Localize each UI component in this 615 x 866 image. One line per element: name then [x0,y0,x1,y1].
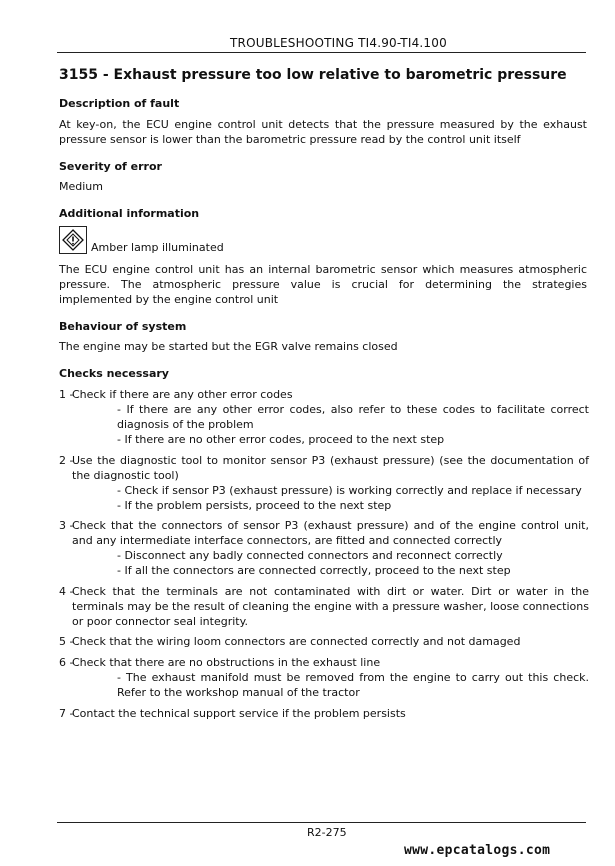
check-step-4 [59,584,589,629]
check-step-7 [59,706,589,721]
description-heading: Description of fault [59,97,180,110]
step-number: 4 - [59,585,74,598]
running-header: TROUBLESHOOTING TI4.90-TI4.100 [230,36,447,50]
check-step-1-sub-2: - If there are no other error codes, proceed to the next step [117,433,445,446]
amber-lamp-text: Amber lamp illuminated [91,241,224,254]
step-text: Check that the wiring loom connectors are connected correctly and not damaged [72,635,521,648]
page-number: R2-275 [307,826,347,839]
step-number: 1 - [59,388,74,401]
step-text: Check that the connectors of sensor P3 (exhaust pressure) and of the engine control unit, and any intermediate interface connectors, are fitted and connected correctly [72,519,589,547]
page-title: 3155 - Exhaust pressure too low relative to barometric pressure [59,67,567,83]
check-step-5 [59,634,589,649]
check-step-1-sub-1: - If there are any other error codes, also refer to these codes to facilitate correct diagnosis of the problem [117,403,589,431]
additional-text: The ECU engine control unit has an internal barometric sensor which measures atmospheric pressure. The atmospheric pressure value is crucial for determining the strategies implemented by the engine control unit [59,263,587,306]
additional-heading: Additional information [59,207,200,220]
check-step-3-sub-2: - If all the connectors are connected correctly, proceed to the next step [117,564,511,577]
footer-rule [57,822,586,823]
step-number: 5 - [59,635,74,648]
step-text: Check that there are no obstructions in the exhaust line [72,656,381,669]
step-number: 7 - [59,707,74,720]
check-step-6 [59,655,589,670]
watermark-site: www.epcatalogs.com [404,843,551,858]
step-text: Check if there are any other error codes [72,388,293,401]
step-text: Contact the technical support service if the problem persists [72,707,406,720]
step-number: 6 - [59,656,74,669]
severity-heading: Severity of error [59,160,162,173]
check-step-1 [59,387,589,402]
check-step-2 [59,453,589,483]
behaviour-text: The engine may be started but the EGR valve remains closed [59,340,398,353]
step-number: 2 - [59,454,74,467]
step-text: Use the diagnostic tool to monitor sensor P3 (exhaust pressure) (see the documentation of the diagnostic tool) [72,454,589,482]
amber-warning-icon [59,226,87,254]
check-step-3 [59,518,589,548]
step-text: Check that the terminals are not contaminated with dirt or water. Dirt or water in the terminals may be the result of cleaning the engine with a pressure washer, loose connections or poor connector seal integrity. [72,585,589,628]
check-step-3-sub-1: - Disconnect any badly connected connectors and reconnect correctly [117,549,503,562]
check-step-2-sub-1: - Check if sensor P3 (exhaust pressure) is working correctly and replace if necessary [117,484,582,497]
severity-text: Medium [59,180,103,193]
check-step-6-sub-1: - The exhaust manifold must be removed from the engine to carry out this check. Refer to the workshop manual of the tractor [117,671,589,699]
header-rule [57,52,586,53]
check-step-2-sub-2: - If the problem persists, proceed to the next step [117,499,392,512]
step-number: 3 - [59,519,74,532]
description-text: At key-on, the ECU engine control unit detects that the pressure measured by the exhaust pressure sensor is lower than the barometric pressure read by the control unit itself [59,118,587,146]
checks-heading: Checks necessary [59,367,169,380]
behaviour-heading: Behaviour of system [59,320,187,333]
